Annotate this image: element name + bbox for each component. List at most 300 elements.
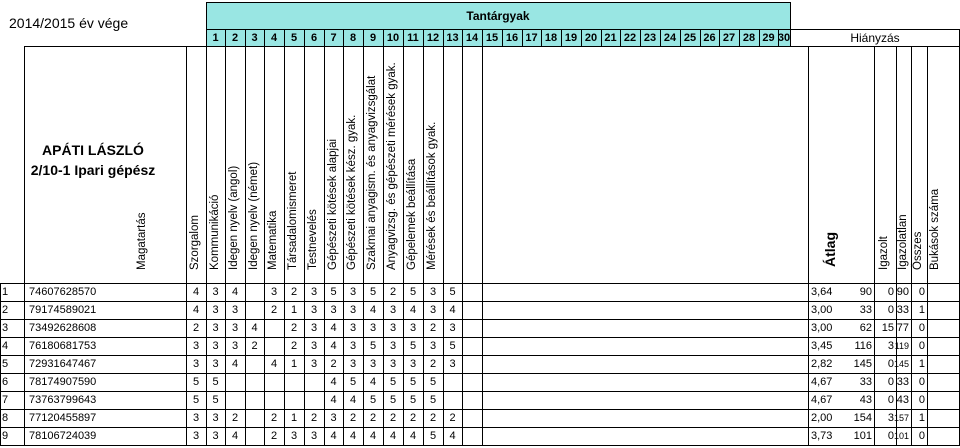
grid-line [790,29,791,46]
subject-label-cell [225,46,245,283]
subject-number: 14 [465,31,479,44]
grade-cell: 5 [369,394,377,406]
grid-line [206,2,207,445]
grid-line [0,283,960,284]
student-id: 72931647467 [29,358,97,370]
subject-label: Idegen nyelv (német) [247,161,260,270]
absence-osszes: 101 [893,431,909,441]
grade-cell: 4 [349,430,357,442]
grade-cell: 2 [290,286,298,298]
grid-line [284,29,285,46]
subject-number: 15 [485,31,499,44]
absence-column-label-cell [896,46,911,283]
subject-number: 18 [544,31,558,44]
student-class: 2/10-1 Ipari gépész [30,162,156,178]
grade-cell: 4 [231,286,239,298]
absence-igazolt: 90 [859,286,872,298]
absence-igazolt: 101 [853,430,872,442]
grade-cell: 4 [349,394,357,406]
grid-line [0,337,960,338]
failures-count: 0 [918,430,925,442]
subject-label-cell [284,46,304,283]
grade-cell: 1 [290,358,298,370]
subject-number: 22 [623,31,637,44]
grade-cell: 2 [270,304,278,316]
grade-cell: 3 [310,304,318,316]
subject-label-cell [324,46,343,283]
grade-cell: 4 [330,340,337,352]
grade-magatartas: 3 [192,430,200,442]
absence-column-label-cell [911,46,927,283]
subject-label-cell [304,46,324,283]
subject-label: Társadalomismeret [287,171,299,270]
grid-line [284,46,285,445]
row-number: 3 [1,322,9,334]
subject-number: 6 [310,31,318,44]
grade-szorgalom: 3 [212,430,219,442]
grade-cell: 1 [290,412,298,424]
grid-line [660,29,661,46]
absence-osszes: 77 [896,322,909,334]
grade-cell: 4 [369,376,377,388]
grid-line [245,46,246,445]
grade-cell: 5 [330,286,337,298]
grade-cell: 2 [349,412,357,424]
subject-number: 2 [231,31,239,44]
grid-line [541,29,542,46]
row-number: 6 [1,376,9,388]
subject-label-cell [264,46,284,283]
subject-number: 7 [330,31,337,44]
grade-cell: 2 [409,412,417,424]
failures-count: 1 [918,304,925,316]
absence-osszes: 90 [896,286,909,298]
failures-count: 1 [918,412,925,424]
row-number: 8 [1,412,9,424]
grid-line [423,46,424,445]
subject-number: 24 [663,31,677,44]
subject-label-cell [383,46,403,283]
grade-magatartas: 2 [192,322,200,334]
subject-label: Mérések és beállítások gyak. [426,121,438,270]
grade-cell: 4 [369,430,377,442]
student-id: 78174907590 [29,376,97,388]
grade-cell: 3 [310,358,318,370]
grid-line [911,46,912,445]
grade-szorgalom: 3 [212,286,219,298]
subject-number: 1 [212,31,219,44]
grid-line [581,29,582,46]
grid-line [0,427,960,428]
grid-line [719,29,720,46]
average-value: 3,00 [811,304,833,316]
grade-cell: 5 [429,394,437,406]
failures-count: 1 [918,358,925,370]
grade-cell: 2 [389,286,397,298]
grid-line [304,46,305,445]
column-label-szorgalom-cell [186,46,206,283]
grade-cell: 2 [251,340,258,352]
grid-line [739,29,740,46]
absence-column-label: Igazolatlan [896,214,909,270]
grid-line [522,29,523,46]
subject-number: 10 [386,31,400,44]
grid-line [0,355,960,356]
grid-line [225,46,226,445]
student-id: 74607628570 [29,286,97,298]
subject-label-cell [403,46,423,283]
absence-igazolt: 33 [859,304,872,316]
absence-igazolatlan: 0 [887,286,894,298]
grid-line [225,29,226,46]
student-id: 73763799643 [29,394,97,406]
grade-szorgalom: 3 [212,304,219,316]
grade-cell: 2 [429,412,437,424]
student-name: APÁTI LÁSZLÓ [42,142,144,158]
grade-cell: 2 [389,412,397,424]
grade-cell: 4 [409,430,417,442]
grade-cell: 3 [429,304,437,316]
subject-number: 8 [349,31,357,44]
grade-cell: 3 [389,358,397,370]
grade-cell: 3 [429,340,437,352]
grade-cell: 3 [389,322,397,334]
grade-cell: 5 [409,376,417,388]
grade-cell: 2 [429,358,437,370]
failures-count: 0 [918,376,925,388]
grade-cell: 3 [349,304,357,316]
grid-line [206,29,207,46]
grade-cell: 5 [409,394,417,406]
grade-cell: 2 [270,412,278,424]
grade-cell: 5 [409,340,417,352]
grid-line [324,46,325,445]
grade-cell: 4 [270,358,278,370]
student-id: 77120455897 [29,412,97,424]
subject-number: 16 [505,31,519,44]
grade-cell: 3 [449,322,456,334]
grid-line [324,29,325,46]
subject-label: Idegen nyelv (angol) [228,165,240,270]
grid-line [383,29,384,46]
grade-cell: 5 [369,286,377,298]
row-number: 4 [1,340,9,352]
grid-line [927,46,928,445]
subject-number: 21 [604,31,617,44]
absence-igazolt: 33 [859,376,872,388]
grade-cell: 2 [449,412,456,424]
average-label-cell [808,46,852,283]
grade-cell: 3 [349,340,357,352]
grid-line [403,46,404,445]
column-label-magatartas-cell [24,46,186,283]
grade-cell: 3 [310,322,318,334]
absence-igazolt: 116 [854,340,872,352]
grade-cell: 3 [330,412,337,424]
grid-line [808,46,809,445]
failures-count: 0 [918,340,925,352]
grade-cell: 3 [330,304,337,316]
absence-igazolatlan: 3 [887,412,894,424]
grade-cell: 2 [429,322,437,334]
absence-column-label: Bukások száma [929,188,941,270]
subject-number: 5 [290,31,298,44]
student-id: 78106724039 [29,430,97,442]
grid-line [363,46,364,445]
absence-column-label: Összes [912,231,924,270]
row-number: 7 [1,394,9,406]
grid-line [24,46,25,445]
grid-line [264,46,265,445]
grade-cell: 4 [231,358,239,370]
grid-line [680,29,681,46]
grid-line [443,46,444,445]
absence-igazolatlan: 15 [881,322,894,334]
grade-cell: 5 [449,286,456,298]
absence-igazolatlan: 0 [887,358,894,370]
grid-line [462,29,463,46]
subject-number: 28 [742,31,756,44]
grid-line [790,2,791,29]
failures-count: 0 [918,322,925,334]
subject-number: 9 [369,31,377,44]
grade-cell: 3 [290,430,298,442]
grade-cell: 4 [231,430,239,442]
grade-cell: 4 [369,304,377,316]
grid-line [601,29,602,46]
grade-cell: 5 [409,286,417,298]
grade-cell: 3 [231,304,239,316]
subject-label: Gépészeti kötések alapjai [326,138,339,270]
row-number: 9 [1,430,9,442]
subject-number: 23 [643,31,657,44]
grid-line [383,46,384,445]
student-id: 73492628608 [29,322,97,334]
grid-line [343,29,344,46]
grade-magatartas: 5 [192,394,200,406]
subject-number: 17 [525,31,538,44]
grade-cell: 1 [290,304,298,316]
grade-cell: 3 [270,286,278,298]
average-value: 3,00 [811,322,833,334]
grade-cell: 5 [349,376,357,388]
grade-cell: 3 [349,358,357,370]
absence-igazolt: 154 [853,412,872,424]
absence-igazolt: 145 [853,358,872,370]
absence-column-label-cell [927,46,945,283]
grid-line [482,46,483,445]
grid-line [0,391,960,392]
absence-igazolatlan: 0 [887,394,894,406]
grid-line [423,29,424,46]
subject-label-cell [343,46,363,283]
student-id: 76180681753 [29,340,97,352]
grade-cell: 2 [290,340,298,352]
grade-cell: 4 [330,394,337,406]
absence-osszes: 33 [896,304,909,316]
grid-line [896,46,897,445]
grade-szorgalom: 3 [212,340,219,352]
grade-cell: 2 [231,412,239,424]
student-id: 79174589021 [29,304,97,316]
grid-line [304,29,305,46]
grade-cell: 3 [369,358,377,370]
grid-line [759,29,760,46]
grade-cell: 4 [389,430,397,442]
grid-line [186,46,187,445]
grade-cell: 3 [449,358,456,370]
grid-line [0,409,960,410]
grade-cell: 4 [330,322,337,334]
subject-label-cell [245,46,264,283]
grade-szorgalom: 3 [212,412,219,424]
subject-label: Gépelemek beállítása [406,158,418,270]
grade-magatartas: 3 [192,340,200,352]
grid-line [462,46,463,445]
average-value: 2,00 [811,412,833,424]
grade-cell: 3 [231,340,239,352]
subject-number: 13 [446,31,459,44]
grid-line [206,29,960,30]
row-number: 1 [1,286,9,298]
grid-line [206,2,790,3]
grade-cell: 5 [429,376,437,388]
grade-magatartas: 4 [192,304,200,316]
grade-cell: 2 [330,358,337,370]
subject-label: Testnevelés [307,209,319,270]
grade-szorgalom: 5 [212,394,219,406]
average-value: 3,64 [811,286,833,298]
grid-line [502,29,503,46]
grade-cell: 3 [349,286,357,298]
grid-line [0,283,1,445]
subject-number: 12 [426,31,440,44]
average-label: Átlag [822,232,838,267]
column-label-magatartas: Magatartás [136,212,149,270]
grid-line [245,29,246,46]
grid-line [778,29,779,46]
grade-cell: 5 [449,340,456,352]
subject-label: Anyagvizsg. és gépészeti mérések gyak. [386,62,398,270]
grade-cell: 3 [310,430,318,442]
grade-cell: 4 [449,430,456,442]
grade-cell: 2 [310,412,318,424]
grade-cell: 4 [330,430,337,442]
grid-line [0,373,960,374]
grade-cell: 5 [389,376,397,388]
average-value: 3,73 [811,430,833,442]
average-value: 2,82 [811,358,833,370]
subject-number: 25 [683,31,697,44]
grid-line [0,319,960,320]
grid-line [24,46,960,47]
grid-line [0,445,960,446]
subject-label: Kommunikáció [208,194,221,270]
subject-label-cell [363,46,383,283]
subjects-header: Tantárgyak [466,8,530,23]
average-value: 3,45 [811,340,833,352]
grade-cell: 3 [409,358,417,370]
grade-cell: 4 [409,304,417,316]
subject-number: 20 [584,31,598,44]
failures-count: 0 [918,286,925,298]
absence-column-label-cell [874,46,896,283]
grade-cell: 2 [270,430,278,442]
absence-igazolatlan: 0 [887,430,894,442]
grid-line [640,29,641,46]
grade-cell: 5 [369,340,377,352]
grade-cell: 2 [290,322,298,334]
subject-label-cell [206,46,225,283]
subject-label: Matematika [267,210,279,270]
absence-igazolatlan: 0 [887,304,894,316]
absence-osszes: 43 [896,394,909,406]
grid-line [0,301,960,302]
subject-number: 29 [762,31,775,44]
grid-line [264,29,265,46]
absence-igazolt: 62 [859,322,872,334]
grade-cell: 2 [369,412,377,424]
subject-number: 3 [251,31,258,44]
absence-igazolatlan: 0 [887,376,894,388]
grade-cell: 3 [310,286,318,298]
absence-igazolt: 43 [859,394,872,406]
grade-cell: 5 [389,394,397,406]
grid-line [620,29,621,46]
subject-number: 27 [722,31,736,44]
grade-cell: 5 [429,430,437,442]
grade-cell: 3 [231,322,239,334]
failures-count: 0 [918,394,925,406]
subject-number: 19 [564,31,578,44]
average-value: 4,67 [811,394,833,406]
absence-column-label: Igazolt [878,236,890,270]
column-label-szorgalom: Szorgalom [189,215,201,270]
subject-label: Szakmai anyagism. és anyagvizsgálat [366,75,378,270]
absence-header: Hiányzás [850,30,900,45]
grid-line [561,29,562,46]
grade-cell: 4 [449,304,456,316]
sheet-title: 2014/2015 év vége [9,15,129,31]
grade-cell: 4 [251,322,258,334]
row-number: 2 [1,304,9,316]
grid-line [363,29,364,46]
grid-line [874,46,875,445]
grade-magatartas: 3 [192,412,200,424]
grade-cell: 3 [310,340,318,352]
grade-cell: 4 [330,376,337,388]
subject-label: Gépészeti kötések kész. gyak. [346,114,358,270]
grade-cell: 3 [389,340,397,352]
grade-szorgalom: 3 [212,322,219,334]
grade-cell: 3 [429,286,437,298]
grid-line [443,29,444,46]
grade-szorgalom: 3 [212,358,219,370]
grade-magatartas: 3 [192,358,200,370]
row-number: 5 [1,358,9,370]
grid-line [343,46,344,445]
grade-szorgalom: 5 [212,376,219,388]
absence-osszes: 33 [896,376,909,388]
grade-cell: 3 [409,322,417,334]
absence-osszes: 119 [894,341,909,351]
subject-number: 11 [407,31,419,44]
grade-cell: 3 [389,304,397,316]
absence-igazolatlan: 3 [887,340,894,352]
absence-osszes: 145 [893,359,909,369]
grade-cell: 3 [349,322,357,334]
grid-line [700,29,701,46]
